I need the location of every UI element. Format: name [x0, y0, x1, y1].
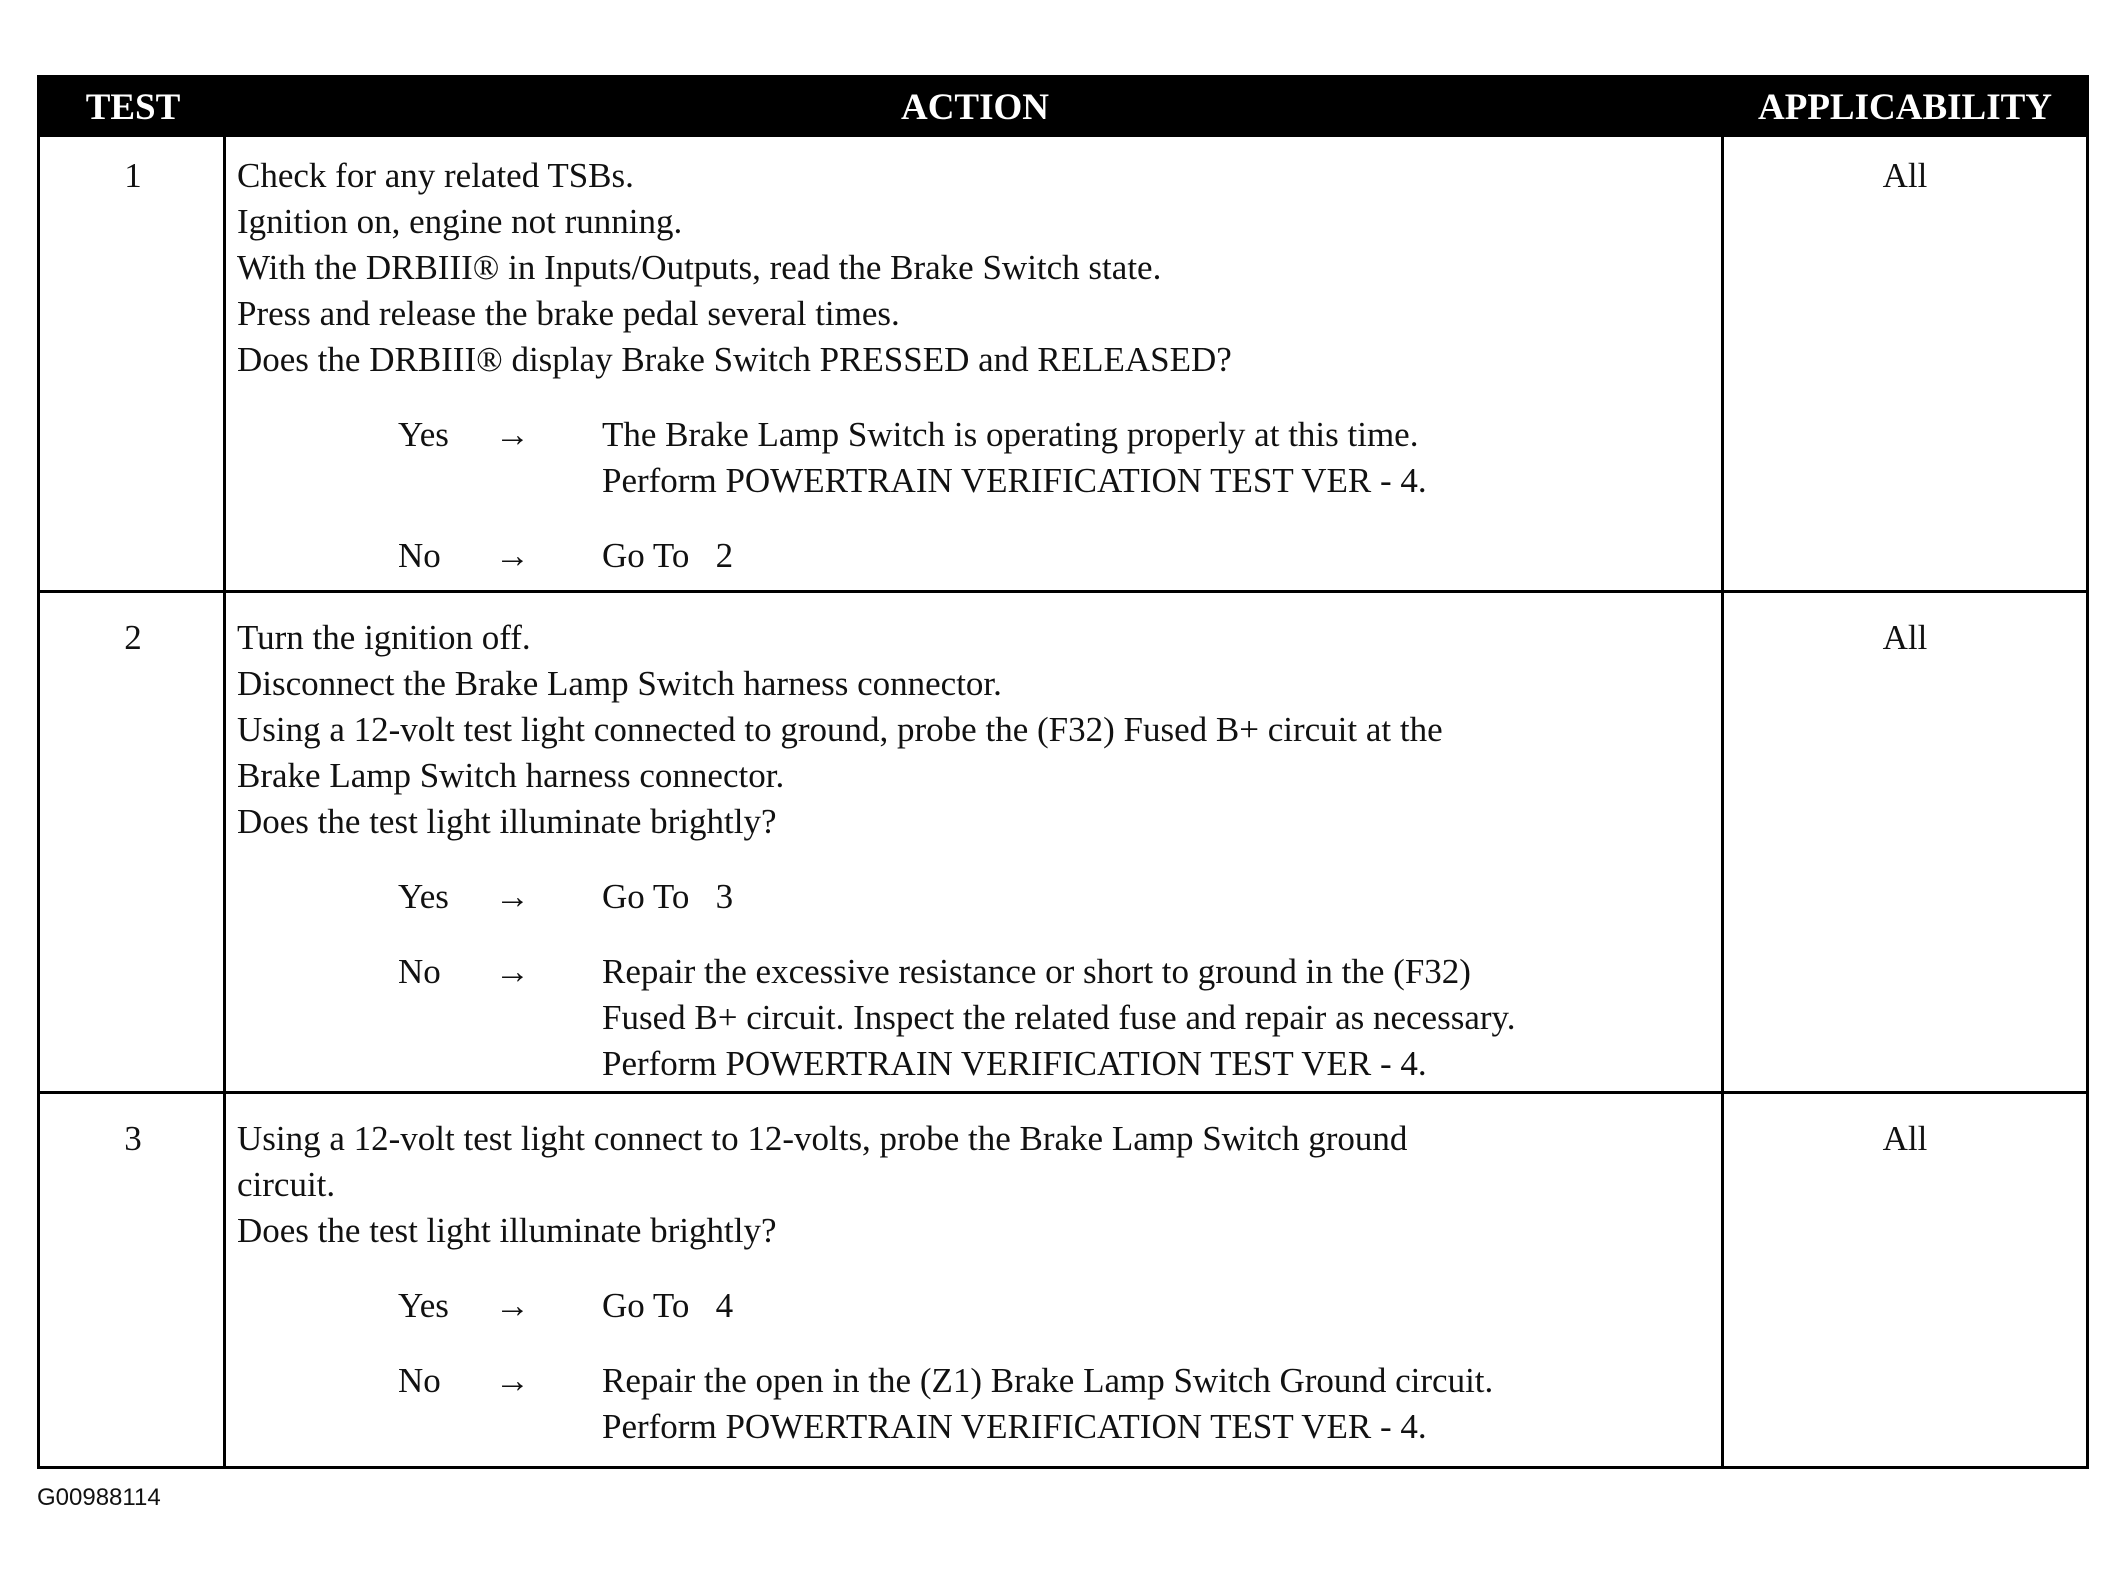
outcome-text: Perform POWERTRAIN VERIFICATION TEST VER - 4. — [602, 1044, 1427, 1083]
action-cell — [237, 1116, 1712, 1450]
yes-label: Yes — [398, 1286, 449, 1325]
action-step: Does the DRBIII® display Brake Switch PRESSED and RELEASED? — [237, 340, 1232, 379]
action-step: Disconnect the Brake Lamp Switch harness connector. — [237, 664, 1002, 703]
arrow-icon: → — [495, 1361, 530, 1400]
outcome-text: Perform POWERTRAIN VERIFICATION TEST VER - 4. — [602, 1407, 1427, 1446]
column-divider — [223, 137, 226, 1466]
arrow-icon: → — [495, 415, 530, 454]
action-step: Does the test light illuminate brightly? — [237, 802, 777, 841]
yes-label: Yes — [398, 415, 449, 454]
applicability-value: All — [1882, 156, 1928, 195]
outcome-text: Go To 4 — [602, 1286, 734, 1325]
outcome-text: Perform POWERTRAIN VERIFICATION TEST VER - 4. — [602, 461, 1427, 500]
no-label: No — [398, 536, 441, 575]
outcome-text: Go To 3 — [602, 877, 734, 916]
action-step: Ignition on, engine not running. — [237, 202, 683, 241]
action-step: Does the test light illuminate brightly? — [237, 1211, 777, 1250]
action-step: With the DRBIII® in Inputs/Outputs, read the Brake Switch state. — [237, 248, 1162, 287]
no-outcome — [237, 1358, 1712, 1450]
action-step: Brake Lamp Switch harness connector. — [237, 756, 785, 795]
outcome-text: Go To 2 — [602, 536, 734, 575]
applicability-value: All — [1882, 1119, 1928, 1158]
action-step: Using a 12-volt test light connect to 12-volts, probe the Brake Lamp Switch ground — [237, 1119, 1408, 1158]
no-label: No — [398, 1361, 441, 1400]
action-step: Turn the ignition off. — [237, 618, 531, 657]
yes-outcome — [237, 412, 1712, 504]
action-step: Check for any related TSBs. — [237, 156, 634, 195]
outcome-text: Fused B+ circuit. Inspect the related fuse and repair as necessary. — [602, 998, 1516, 1037]
no-label: No — [398, 952, 441, 991]
header-applicability: APPLICABILITY — [1758, 87, 2052, 128]
arrow-icon: → — [495, 1286, 530, 1325]
test-number: 1 — [124, 156, 142, 195]
no-outcome — [237, 949, 1712, 1087]
yes-outcome — [237, 1283, 1712, 1329]
test-number: 2 — [124, 618, 142, 657]
no-outcome — [237, 533, 1712, 579]
diagnostic-test-table — [37, 75, 2089, 1469]
arrow-icon: → — [495, 877, 530, 916]
applicability-value: All — [1882, 618, 1928, 657]
arrow-icon: → — [495, 952, 530, 991]
yes-label: Yes — [398, 877, 449, 916]
header-test: TEST — [85, 87, 181, 128]
action-step: Using a 12-volt test light connected to ground, probe the (F32) Fused B+ circuit at the — [237, 710, 1443, 749]
action-step: circuit. — [237, 1165, 336, 1204]
figure-id: G00988114 — [37, 1484, 161, 1511]
outcome-text: Repair the open in the (Z1) Brake Lamp Switch Ground circuit. — [602, 1361, 1494, 1400]
test-number: 3 — [124, 1119, 142, 1158]
column-divider — [1721, 137, 1724, 1466]
action-step: Press and release the brake pedal several times. — [237, 294, 900, 333]
action-cell — [237, 615, 1712, 1087]
yes-outcome — [237, 874, 1712, 920]
row-divider — [40, 590, 2086, 593]
row-divider — [40, 1091, 2086, 1094]
outcome-text: The Brake Lamp Switch is operating properly at this time. — [602, 415, 1419, 454]
action-cell — [237, 153, 1712, 579]
header-action: ACTION — [900, 87, 1050, 128]
arrow-icon: → — [495, 536, 530, 575]
table-header — [40, 78, 2086, 137]
outcome-text: Repair the excessive resistance or short to ground in the (F32) — [602, 952, 1471, 991]
